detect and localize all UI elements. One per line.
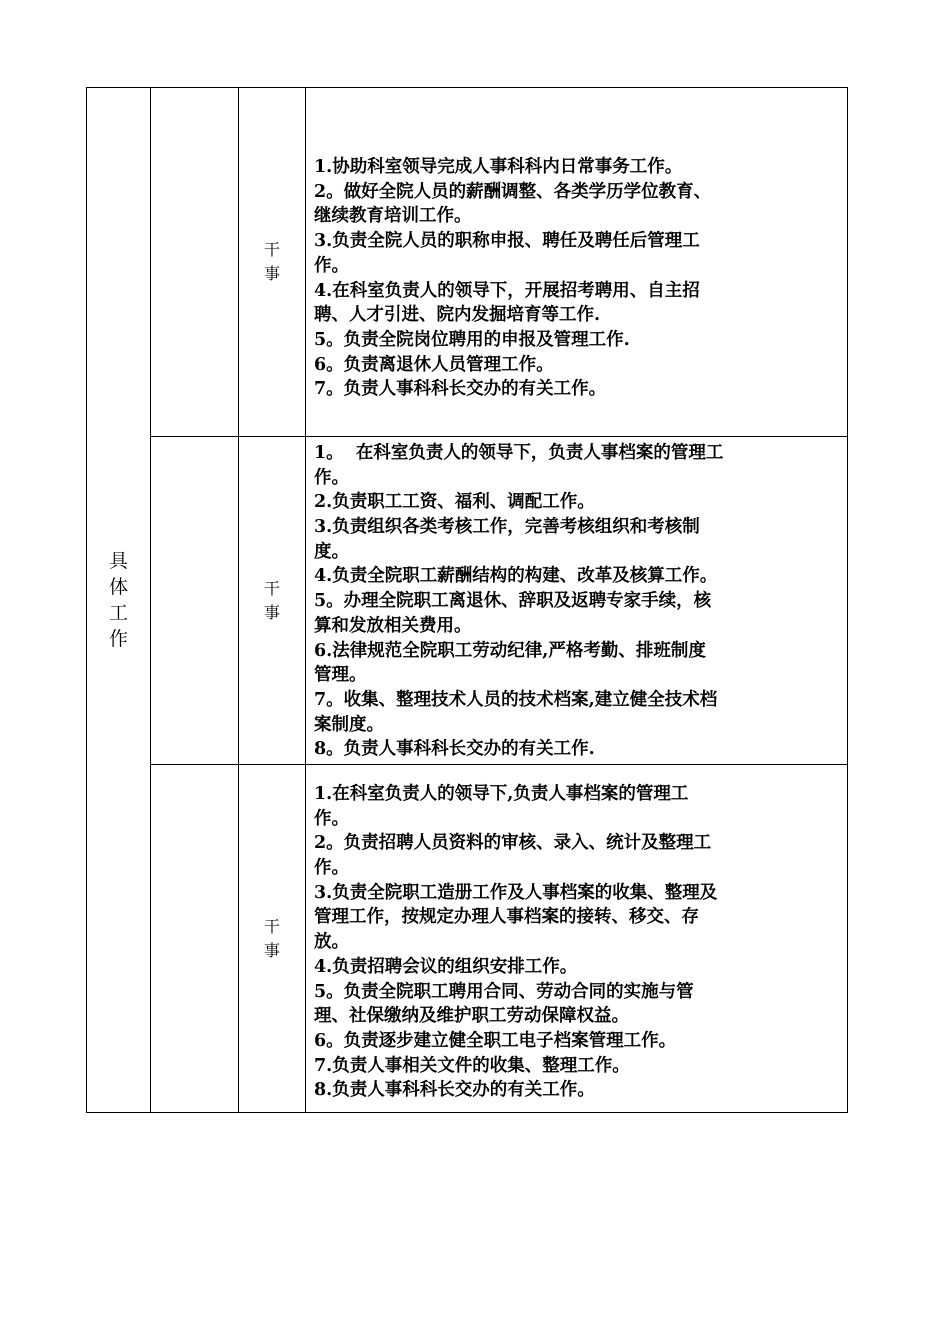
duty-line: 算和发放相关费用。 xyxy=(314,615,472,636)
position-cell xyxy=(239,88,306,437)
duty-table xyxy=(86,87,848,1113)
duties-cell xyxy=(306,437,848,765)
unit-cell xyxy=(151,765,239,1113)
duty-line: 6.法律规范全院职工劳动纪律,严格考勤、排班制度 xyxy=(314,640,706,661)
duty-line: 6。负责离退休人员管理工作。 xyxy=(314,354,554,375)
position-cell xyxy=(239,765,306,1113)
duty-line: 4.在科室负责人的领导下，开展招考聘用、自主招 xyxy=(314,280,700,301)
duty-line: 8.负责人事科科长交办的有关工作。 xyxy=(314,1080,595,1101)
duty-line: 2。负责招聘人员资料的审核、录入、统计及整理工 xyxy=(314,833,712,854)
position-label: 干事 xyxy=(263,916,280,960)
duty-line: 5。负责全院职工聘用合同、劳动合同的实施与管 xyxy=(314,981,694,1002)
duty-line: 7。负责人事科科长交办的有关工作。 xyxy=(314,379,607,400)
duty-line: 继续教育培训工作。 xyxy=(314,206,472,227)
duty-line: 3.负责全院职工造册工作及人事档案的收集、整理及 xyxy=(314,882,718,903)
position-label: 干事 xyxy=(263,578,280,622)
duty-line: 放。 xyxy=(314,932,349,953)
duty-line: 管理工作，按规定办理人事档案的接转、移交、存 xyxy=(314,907,699,928)
duty-line: 2.负责职工工资、福利、调配工作。 xyxy=(314,492,595,513)
duty-table-body xyxy=(87,88,848,1113)
unit-cell xyxy=(151,437,239,765)
duty-line: 度。 xyxy=(314,541,349,562)
duty-line: 作。 xyxy=(314,858,349,879)
duty-line: 6。负责逐步建立健全职工电子档案管理工作。 xyxy=(314,1030,677,1051)
table-row xyxy=(87,437,848,765)
duty-line: 作。 xyxy=(314,255,349,276)
duty-line: 7.负责人事相关文件的收集、整理工作。 xyxy=(314,1055,630,1076)
duty-line: 4.负责全院职工薪酬结构的构建、改革及核算工作。 xyxy=(314,566,718,587)
duties-cell xyxy=(306,88,848,437)
category-label: 具体工作 xyxy=(108,550,128,650)
duty-line: 5。负责全院岗位聘用的申报及管理工作. xyxy=(314,329,630,350)
duty-line: 聘、人才引进、院内发掘培育等工作. xyxy=(314,305,601,326)
duty-line: 理、社保缴纳及维护职工劳动保障权益。 xyxy=(314,1006,629,1027)
unit-cell xyxy=(151,88,239,437)
category-cell xyxy=(87,88,151,1113)
duty-line: 2。做好全院人员的薪酬调整、各类学历学位教育、 xyxy=(314,181,712,202)
duty-line: 1.协助科室领导完成人事科科内日常事务工作。 xyxy=(314,156,683,177)
table-row xyxy=(87,765,848,1113)
duty-line: 4.负责招聘会议的组织安排工作。 xyxy=(314,956,578,977)
duty-line: 3.负责组织各类考核工作，完善考核组织和考核制 xyxy=(314,517,700,538)
duty-line: 5。办理全院职工离退休、辞职及返聘专家手续，核 xyxy=(314,591,712,612)
duty-line: 8。负责人事科科长交办的有关工作. xyxy=(314,739,595,760)
duty-line: 1。 在科室负责人的领导下，负责人事档案的管理工 xyxy=(314,442,724,463)
duty-line: 作。 xyxy=(314,808,349,829)
duty-line: 7。收集、整理技术人员的技术档案,建立健全技术档 xyxy=(314,689,718,710)
position-label: 干事 xyxy=(263,240,280,283)
position-cell xyxy=(239,437,306,765)
duty-line: 作。 xyxy=(314,467,349,488)
duty-line: 3.负责全院人员的职称申报、聘任及聘任后管理工 xyxy=(314,231,700,252)
duties-cell xyxy=(306,765,848,1113)
duty-line: 案制度。 xyxy=(314,714,384,735)
table-row xyxy=(87,88,848,437)
duty-line: 管理。 xyxy=(314,665,367,686)
duty-line: 1.在科室负责人的领导下,负责人事档案的管理工 xyxy=(314,783,689,804)
